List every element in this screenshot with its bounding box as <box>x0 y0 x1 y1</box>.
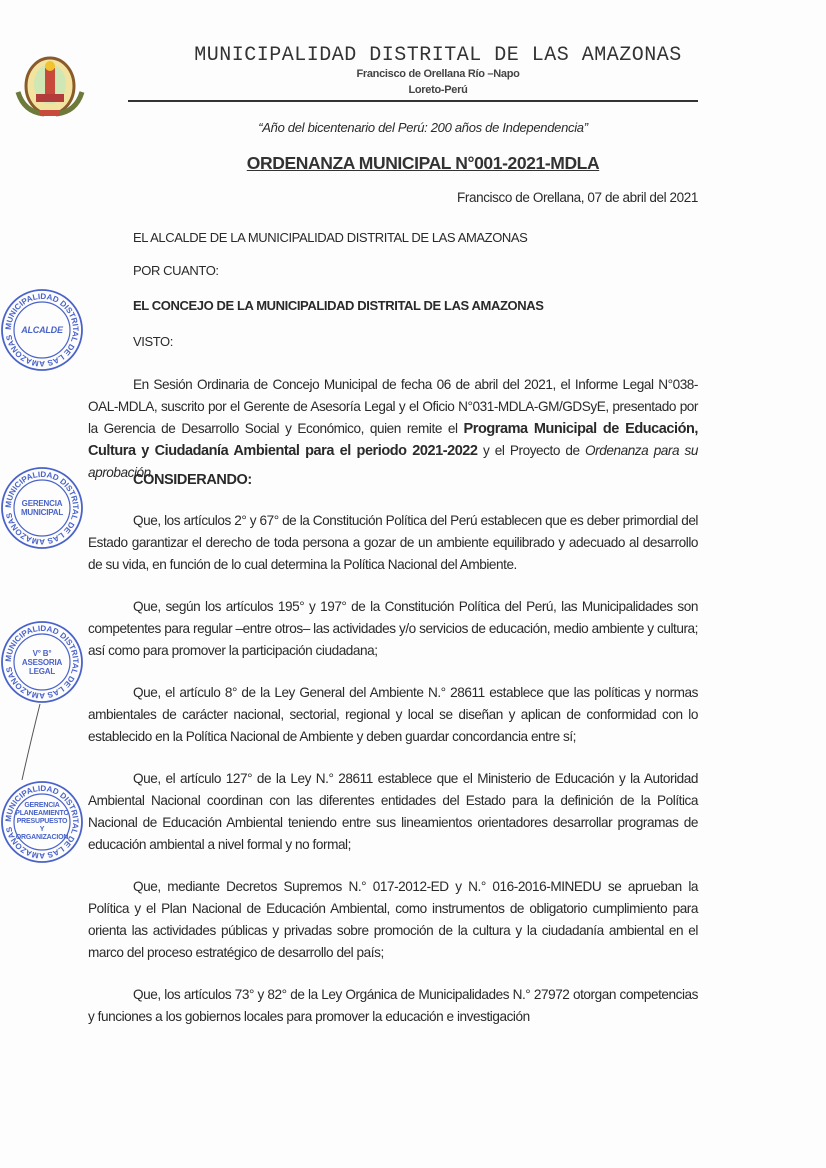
stamp-center-text: ALCALDE <box>21 325 63 335</box>
alcalde-heading: EL ALCALDE DE LA MUNICIPALIDAD DISTRITAL DE LAS AMAZONAS <box>133 230 528 245</box>
visto-program-name: Programa Municipal de Educación, Cultura y Ciudadanía Ambiental para el periodo 2021-2022 <box>88 421 698 459</box>
location-line-2: Loreto-Perú <box>408 84 468 96</box>
signature-line <box>0 704 60 780</box>
location-line-1: Francisco de Orellana Río –Napo <box>356 68 520 80</box>
document-title: ORDENANZA MUNICIPAL N°001-2021-MDLA <box>246 153 600 173</box>
considerando-paragraph: Que, los artículos 2° y 67° de la Constitución Política del Perú establecen que es deber primordial del Estado garantizar el derecho de toda persona a gozar de un ambiente equilibrado y adecuado al desarrollo de su vida, en función de lo cual determina la Política Nacional del Ambiente. <box>88 513 698 572</box>
visto-text-2: y el Proyecto de <box>477 443 586 458</box>
considerando-paragraph: Que, el artículo 127° de la Ley N.° 28611 establece que el Ministerio de Educación y la Autoridad Ambiental Nacional coordinan con las diferentes entidades del Estado para la definición de la Política Nacional de Educación Ambiental teniendo entre sus lineamientos orientadores desarrollar programas de educación ambiental a nivel formal y no formal; <box>88 771 698 852</box>
stamp-center-text: GERENCIA PLANEAMIENTO PRESUPUESTO Y ORGANIZACION <box>15 802 69 841</box>
asesoria-legal-stamp <box>0 620 84 704</box>
considerando-paragraph: Que, el artículo 8° de la Ley General del Ambiente N.° 28611 establece que las políticas y normas ambientales de carácter nacional, sectorial, regional y local se diseñan y aplican de conformidad con lo establecido en la Política Nacional de Ambiente y deben guardar concordancia entre sí; <box>88 685 698 744</box>
alcalde-stamp <box>0 288 84 372</box>
header-divider <box>128 100 698 102</box>
por-cuanto-heading: POR CUANTO: <box>133 263 219 278</box>
svg-text:MUNICIPALIDAD DISTRITAL DE LAS: MUNICIPALIDAD DISTRITAL DE LAS AMAZONAS <box>3 291 81 369</box>
svg-text:MUNICIPALIDAD DISTRITAL DE LAS: MUNICIPALIDAD DISTRITAL DE LAS AMAZONAS <box>3 783 81 861</box>
document-date: Francisco de Orellana, 07 de abril del 2021 <box>457 190 698 205</box>
year-motto: “Año del bicentenario del Perú: 200 años de Independencia” <box>258 120 588 135</box>
gerencia-planeamiento-stamp <box>0 780 84 864</box>
stamp-center-text: V° B° ASESORIA LEGAL <box>21 648 63 676</box>
gerencia-municipal-stamp <box>0 466 84 550</box>
stamp-center-text: GERENCIA MUNICIPAL <box>20 499 64 517</box>
svg-text:MUNICIPALIDAD DISTRITAL DE LAS: MUNICIPALIDAD DISTRITAL DE LAS AMAZONAS <box>3 623 81 701</box>
concejo-heading: EL CONCEJO DE LA MUNICIPALIDAD DISTRITAL DE LAS AMAZONAS <box>133 298 544 313</box>
svg-text:MUNICIPALIDAD DISTRITAL DE LAS: MUNICIPALIDAD DISTRITAL DE LAS AMAZONAS <box>3 469 81 547</box>
considerando-paragraph: Que, según los artículos 195° y 197° de la Constitución Política del Perú, las Municipalidades son competentes para regular –entre otros– las actividades y/o servicios de educación, medio ambiente y cultura; así como para promover la participación ciudadana; <box>88 599 698 658</box>
visto-paragraph <box>88 374 698 484</box>
considerando-heading: CONSIDERANDO: <box>133 472 252 488</box>
visto-heading: VISTO: <box>133 334 173 349</box>
considerando-paragraph: Que, mediante Decretos Supremos N.° 017-2012-ED y N.° 016-2016-MINEDU se aprueban la Política y el Plan Nacional de Educación Ambiental, como instrumentos de obligatorio cumplimiento para orienta las actividades públicas y privadas sobre promoción de la cultura y la ciudadanía ambiental en el marco del proceso estratégico de desarrollo del país; <box>88 879 698 960</box>
considerandos-section <box>88 510 698 1028</box>
visto-text-1: En Sesión Ordinaria de Concejo Municipal de fecha 06 de abril del 2021, el Informe Legal N°038-OAL-MDLA, suscrito por el Gerente de Asesoría Legal y el Oficio N°031-MDLA-GM/GDSyE, presentado por la Gerencia de Desarrollo Social y Económico, quien remite el <box>88 377 698 436</box>
considerando-paragraph: Que, los artículos 73° y 82° de la Ley Orgánica de Municipalidades N.° 27972 otorgan competencias y funciones a los gobiernos locales para promover la educación e investigación <box>88 987 698 1024</box>
institution-name: MUNICIPALIDAD DISTRITAL DE LAS AMAZONAS <box>194 44 682 67</box>
visto-text-italic: Ordenanza para su aprobación <box>88 443 698 480</box>
